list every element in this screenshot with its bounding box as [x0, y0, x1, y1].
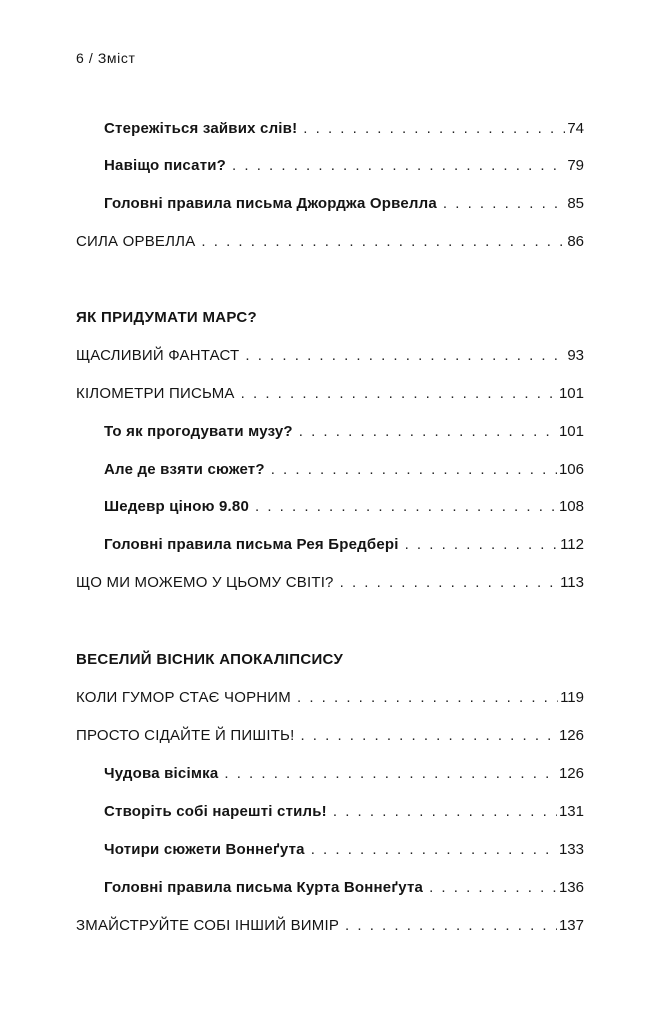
toc-entry — [104, 498, 584, 524]
dot-leader — [241, 385, 557, 402]
toc-entry — [76, 574, 584, 600]
toc-entry — [104, 803, 584, 829]
toc-entry-page: 136 — [558, 879, 584, 896]
toc-entry-title: Головні правила письма Рея Бредбері — [104, 536, 399, 553]
toc-entry-title: Створіть собі нарешті стиль! — [104, 803, 327, 820]
toc-entry — [76, 727, 584, 753]
toc-entry-page: 112 — [560, 536, 584, 553]
running-head: 6 / Зміст — [76, 50, 136, 66]
dot-leader — [255, 498, 557, 515]
dot-leader — [429, 879, 557, 896]
toc-entry — [76, 689, 584, 715]
toc-entry-page: 137 — [558, 917, 584, 934]
toc-entry-page: 74 — [567, 120, 584, 137]
toc-entry-page: 85 — [567, 195, 584, 212]
toc-entry — [76, 385, 584, 411]
dot-leader — [232, 157, 565, 174]
toc-entry-title: Чудова вісімка — [104, 765, 219, 782]
section-heading: ВЕСЕЛИЙ ВІСНИК АПОКАЛІПСИСУ — [76, 651, 344, 668]
dot-leader — [333, 803, 557, 820]
toc-entry-page: 126 — [558, 727, 584, 744]
toc-entry — [104, 841, 584, 867]
toc-entry-title: Навіщо писати? — [104, 157, 227, 174]
toc-entry-page: 101 — [558, 423, 584, 440]
toc-entry-title: КІЛОМЕТРИ ПИСЬМА — [76, 385, 235, 402]
toc-entry — [76, 347, 584, 373]
toc-entry — [104, 195, 584, 221]
dot-leader — [245, 347, 565, 364]
dot-leader — [271, 461, 557, 478]
toc-entry-title: ЗМАЙСТРУЙТЕ СОБІ ІНШИЙ ВИМІР — [76, 917, 340, 934]
toc-entry — [76, 917, 584, 943]
dot-leader — [303, 120, 565, 137]
toc-entry-title: Шедевр ціною 9.80 — [104, 498, 250, 515]
toc-entry-title: То як прогодувати музу? — [104, 423, 293, 440]
toc-entry — [104, 157, 584, 183]
dot-leader — [340, 574, 558, 591]
toc-entry — [104, 765, 584, 791]
toc-entry-title: Головні правила письма Курта Воннеґута — [104, 879, 424, 896]
toc-entry-page: 108 — [558, 498, 584, 515]
dot-leader — [201, 233, 565, 250]
toc-entry-title: ЩО МИ МОЖЕМО У ЦЬОМУ СВІТІ? — [76, 574, 334, 591]
dot-leader — [405, 536, 558, 553]
toc-entry-page: 101 — [558, 385, 584, 402]
toc-entry-title: Чотири сюжети Воннеґута — [104, 841, 305, 858]
toc-entry-page: 133 — [558, 841, 584, 858]
dot-leader — [299, 423, 557, 440]
toc-entry — [104, 120, 584, 146]
dot-leader — [300, 727, 557, 744]
toc-entry-page: 113 — [560, 574, 584, 591]
toc-entry-title: Але де взяти сюжет? — [104, 461, 265, 478]
toc-entry-page: 119 — [560, 689, 584, 706]
toc-entry-title: КОЛИ ГУМОР СТАЄ ЧОРНИМ — [76, 689, 291, 706]
toc-entry-page: 131 — [558, 803, 584, 820]
dot-leader — [443, 195, 565, 212]
toc-entry-page: 106 — [558, 461, 584, 478]
toc-entry — [104, 536, 584, 562]
toc-entry-page: 126 — [558, 765, 584, 782]
toc-entry-title: ЩАСЛИВИЙ ФАНТАСТ — [76, 347, 240, 364]
dot-leader — [297, 689, 558, 706]
toc-entry-title: ПРОСТО СІДАЙТЕ Й ПИШІТЬ! — [76, 727, 295, 744]
toc-entry — [104, 879, 584, 905]
section-heading: ЯК ПРИДУМАТИ МАРС? — [76, 309, 257, 326]
dot-leader — [311, 841, 557, 858]
toc-entry-page: 79 — [567, 157, 584, 174]
toc-entry — [76, 233, 584, 259]
toc-entry-title: Головні правила письма Джорджа Орвелла — [104, 195, 437, 212]
toc-entry — [104, 461, 584, 487]
dot-leader — [345, 917, 557, 934]
dot-leader — [224, 765, 557, 782]
toc-entry — [104, 423, 584, 449]
toc-entry-page: 93 — [567, 347, 584, 364]
toc-entry-page: 86 — [567, 233, 584, 250]
toc-entry-title: Стережіться зайвих слів! — [104, 120, 298, 137]
toc-entry-title: СИЛА ОРВЕЛЛА — [76, 233, 196, 250]
